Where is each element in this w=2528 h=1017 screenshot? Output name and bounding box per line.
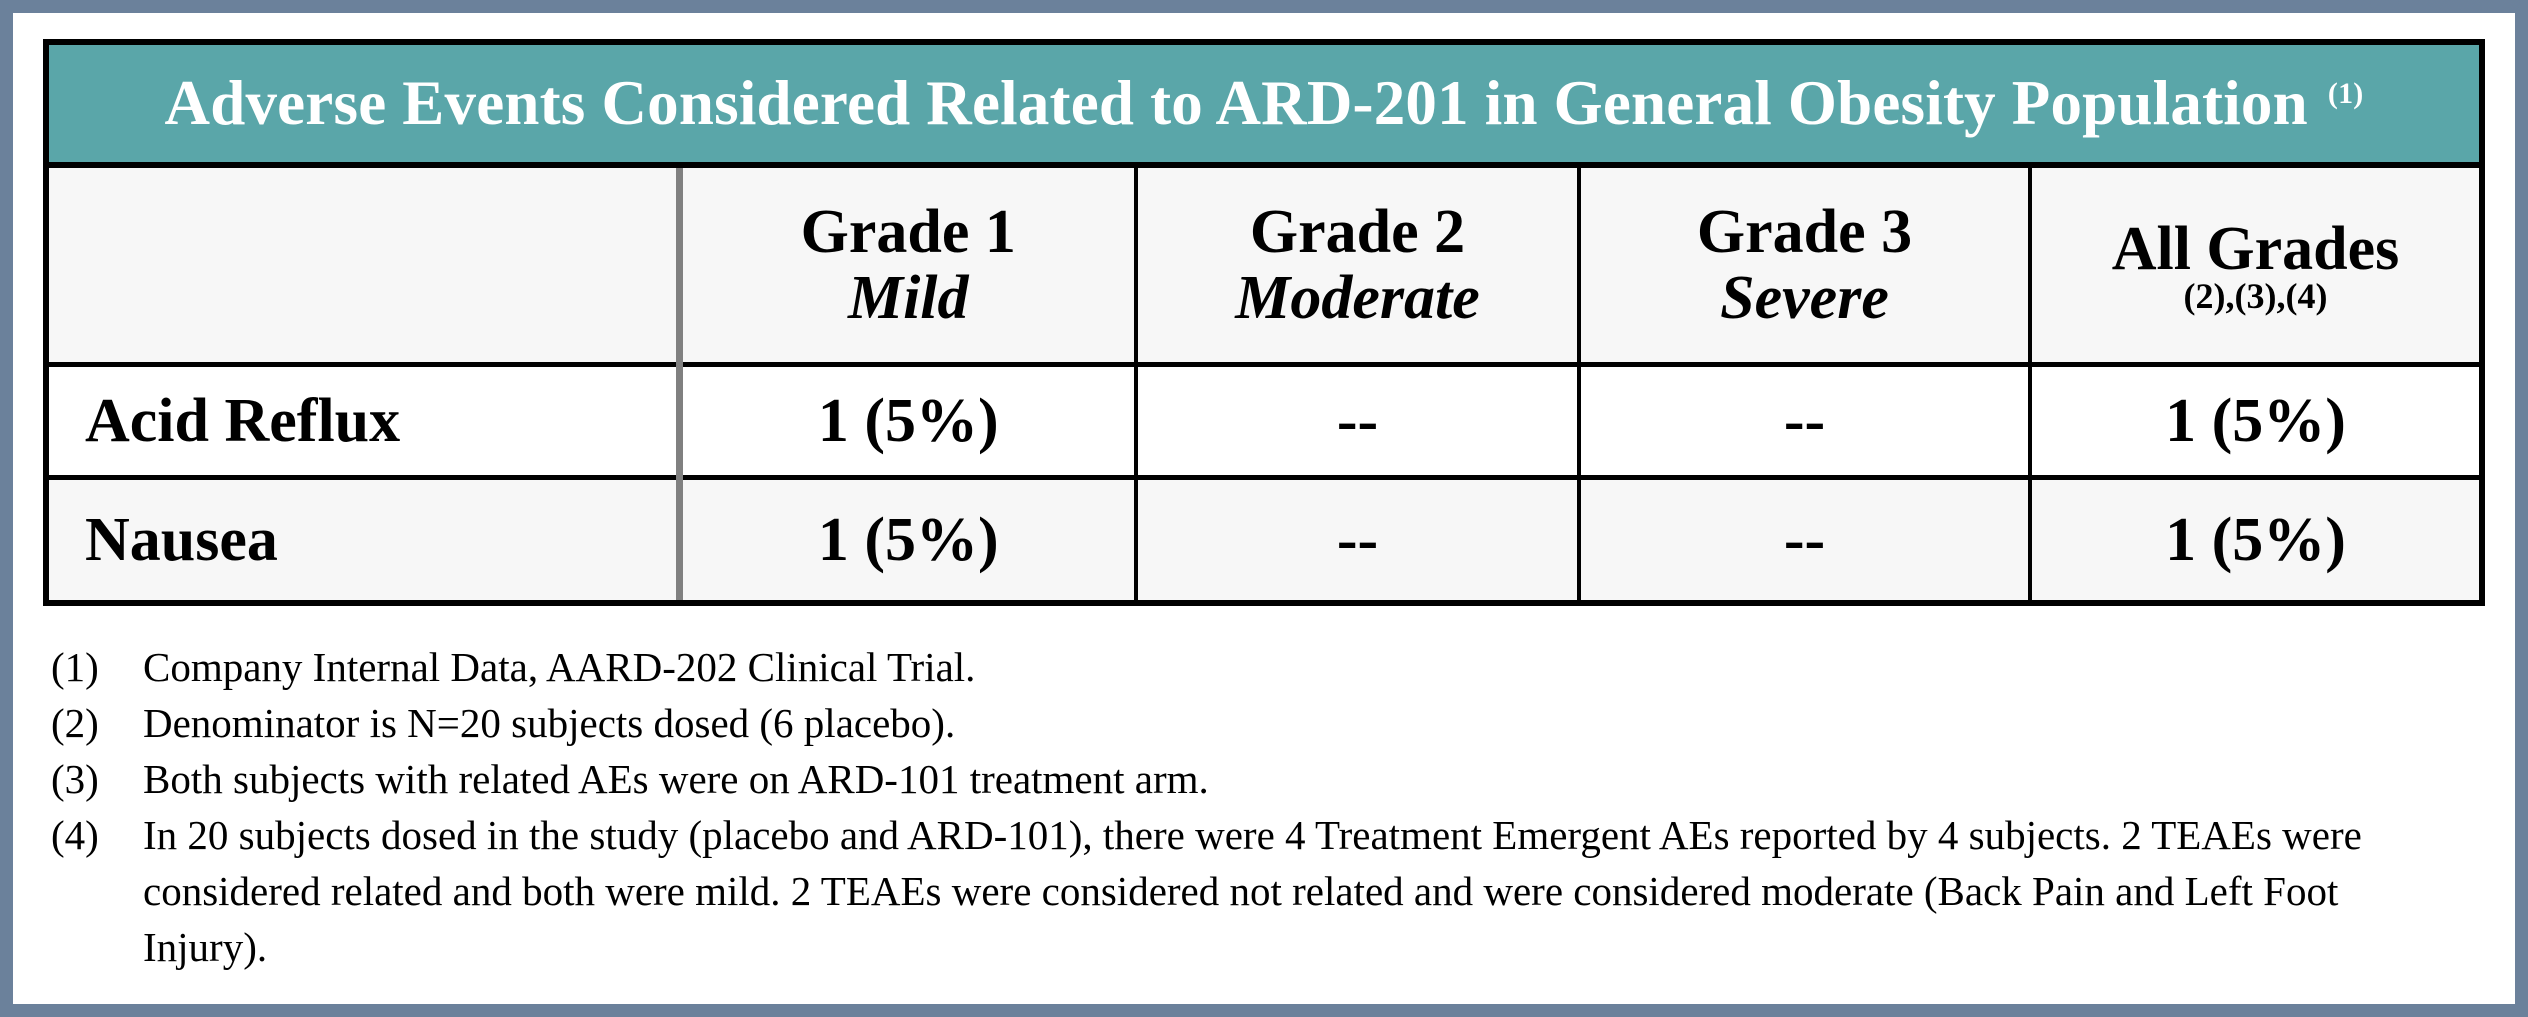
header-grade-2 <box>1136 168 1579 365</box>
cell-all-grades: 1 (5%) <box>2030 478 2479 601</box>
header-sublabel: Mild <box>847 264 969 332</box>
footnote-1 <box>51 639 2471 695</box>
row-label: Acid Reflux <box>49 365 679 478</box>
table-title <box>49 45 2479 168</box>
footnote-3 <box>51 751 2471 807</box>
table-title-text: Adverse Events Considered Related to ARD-201 in General Obesity Population <box>164 68 2308 138</box>
table-row-nausea <box>49 478 2479 601</box>
footnote-text: Denominator is N=20 subjects dosed (6 placebo). <box>143 700 956 746</box>
header-sublabel: Severe <box>1720 264 1889 332</box>
footnote-text: Company Internal Data, AARD-202 Clinical Trial. <box>143 644 976 690</box>
footnote-number: (3) <box>51 756 99 802</box>
cell-grade-2: -- <box>1136 478 1579 601</box>
cell-grade-3: -- <box>1579 478 2030 601</box>
header-label: All Grades <box>2111 215 2400 283</box>
footnote-text: Both subjects with related AEs were on ARD-101 treatment arm. <box>143 756 1209 802</box>
header-row <box>49 168 2479 365</box>
header-label: Grade 1 <box>800 198 1016 266</box>
table-title-ref: (1) <box>2327 76 2364 110</box>
row-label: Nausea <box>49 478 679 601</box>
header-grade-3 <box>1579 168 2030 365</box>
slide-panel <box>13 13 2515 1004</box>
footnote-number: (1) <box>51 644 99 690</box>
cell-all-grades: 1 (5%) <box>2030 365 2479 478</box>
header-all-grades <box>2030 168 2479 365</box>
footnote-4 <box>51 807 2471 975</box>
footnote-2 <box>51 695 2471 751</box>
cell-grade-3: -- <box>1579 365 2030 478</box>
header-sublabel: Moderate <box>1235 264 1480 332</box>
adverse-events-table <box>43 39 2485 606</box>
header-label: Grade 2 <box>1249 198 1466 266</box>
cell-grade-1: 1 (5%) <box>679 365 1136 478</box>
cell-grade-1: 1 (5%) <box>679 478 1136 601</box>
footnote-text: In 20 subjects dosed in the study (placebo and ARD-101), there were 4 Treatment Emergent AEs reported by 4 subjects. 2 TEAEs were considered related and both were mild. 2 TEAEs were considered not related and were considered moderate (Back Pain and Left Foot Injury). <box>143 812 2362 970</box>
header-grade-1 <box>679 168 1136 365</box>
header-refs: (2),(3),(4) <box>2183 276 2328 316</box>
header-label: Grade 3 <box>1696 198 1913 266</box>
cell-grade-2: -- <box>1136 365 1579 478</box>
table-row-acid-reflux <box>49 365 2479 478</box>
footnotes <box>51 639 2471 975</box>
data-grid <box>49 168 2479 600</box>
header-cell-empty <box>49 168 679 365</box>
footnote-number: (2) <box>51 700 99 746</box>
footnote-number: (4) <box>51 812 99 858</box>
